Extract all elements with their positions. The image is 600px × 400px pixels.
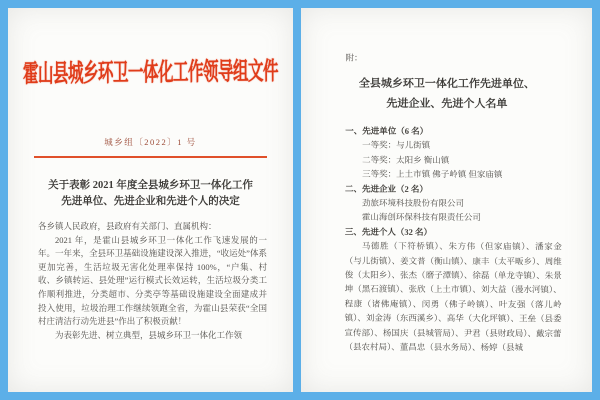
attachment-label: 附：	[345, 52, 363, 63]
list-item: 霍山海创环保科技有限责任公司	[361, 212, 481, 223]
advanced-enterprises-items	[345, 196, 562, 226]
document-number: 城乡组〔2022〕1 号	[104, 137, 197, 147]
decision-title-line2: 先进单位、先进企业和先进个人的决定	[61, 196, 240, 207]
decision-title	[28, 178, 273, 210]
red-header-masthead: 霍山县城乡环卫一体化工作领导组文件	[22, 58, 279, 89]
list-item: 三等奖：上土市镇 佛子岭镇 但家庙镇	[362, 168, 503, 180]
section-heading-advanced-individuals: 三、先进个人（32 名）	[344, 226, 433, 237]
individual-names-paragraph: 马德胜（下符桥镇）、朱方伟（但家庙镇）、潘家金（与儿街镇）、姜文普（衡山镇）、康丰（太平畈乡）、周维俊（太阳乡）、张杰（磨子潭镇）、徐磊（单龙寺镇）、朱景坤（黑石渡镇）、张欣（上土市镇）、刘大益（漫水河镇）、程康（诸佛庵镇）、闵勇（佛子岭镇）、叶友强（落儿岭镇）、刘金涛（东西溪乡）、高华（大化坪镇）、王垒（县委宣传部）、杨国庆（县城管局）、尹君（县财政局）、戴宗蕾（县农村局）、董昌忠（县水务局）、杨婷（县城	[344, 240, 562, 353]
decision-body	[38, 220, 267, 342]
salutation-line: 各乡镇人民政府，县政府有关部门、直属机构：	[38, 221, 217, 231]
body-paragraph-2: 为表彰先进、树立典型，县城乡环卫一体化工作领	[55, 329, 243, 340]
award-list	[344, 124, 562, 355]
appendix-title-line2: 先进企业、先进个人名单	[386, 97, 508, 111]
right-document-page	[301, 8, 592, 392]
decision-title-line1: 关于表彰 2021 年度全县城乡环卫一体化工作	[48, 180, 253, 191]
advanced-units-items	[345, 138, 562, 182]
left-document-page	[8, 8, 293, 392]
list-item: 劲旅环境科技股份有限公司	[361, 197, 465, 209]
section-heading-advanced-units: 一、先进单位（6 名）	[345, 125, 429, 136]
red-separator-rule	[34, 156, 267, 158]
list-item: 二等奖：太阳乡 衡山镇	[362, 154, 450, 165]
right-page-content	[301, 8, 592, 392]
appendix-title	[321, 74, 572, 115]
list-item: 一等奖：与儿街镇	[362, 140, 431, 151]
section-heading-advanced-enterprises: 二、先进企业（2 名）	[345, 183, 428, 194]
body-paragraph-1: 2021 年，是霍山县城乡环卫一体化工作飞速发展的一年。一年来，全县环卫基础设施建设深入推进，“收运处”体系更加完善，生活垃圾无害化处理率保持 100%，“户集、村收、乡镇转运、县处理”运行模式长效运转，生活垃圾分类工作顺利推进，分类超市、分类亭等基础设施建设全面建成并投入使用，垃圾治理工作继续领跑全省，为霍山县荣获“全国村庄清洁行动先进县”作出了积极贡献！	[38, 234, 267, 327]
appendix-title-line1: 全县城乡环卫一体化工作先进单位、	[358, 77, 535, 91]
